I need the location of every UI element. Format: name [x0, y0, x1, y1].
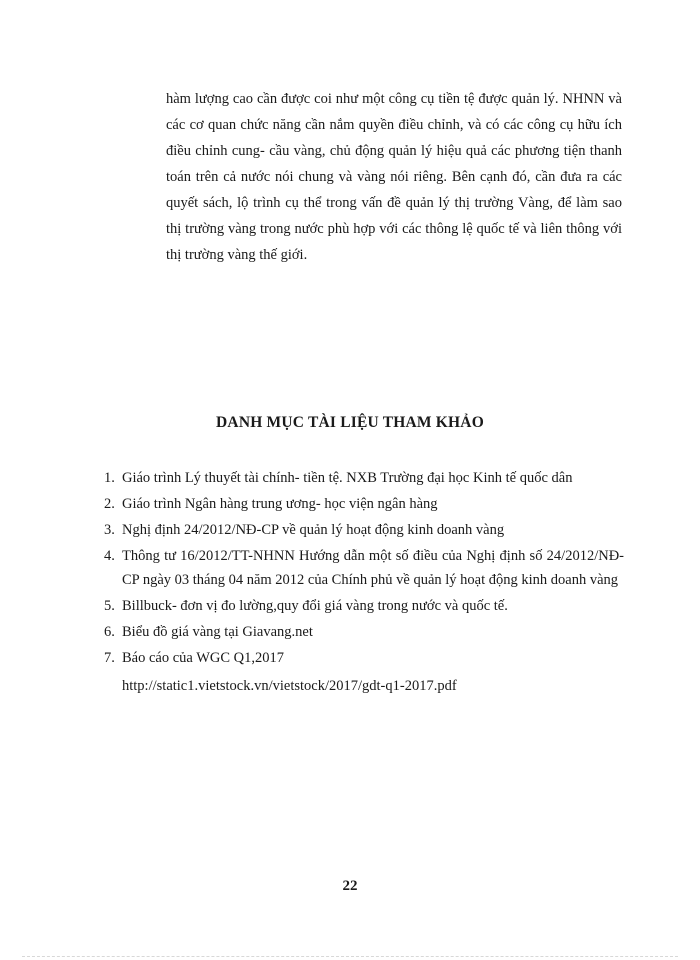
- reference-number: 7.: [104, 650, 115, 666]
- reference-number: 1.: [104, 470, 115, 486]
- reference-text: Billbuck- đơn vị đo lường,quy đổi giá vàng trong nước và quốc tế.: [122, 598, 508, 614]
- reference-number: 4.: [104, 548, 115, 564]
- reference-number: 3.: [104, 522, 115, 538]
- reference-item: [104, 544, 624, 592]
- reference-item: [104, 594, 624, 618]
- reference-text: Giáo trình Ngân hàng trung ương- học viện ngân hàng: [122, 496, 438, 512]
- reference-list: [104, 466, 624, 700]
- reference-item: [104, 492, 624, 516]
- reference-item: [104, 466, 624, 490]
- reference-text: Thông tư 16/2012/TT-NHNN Hướng dẫn một số điều của Nghị định số 24/2012/NĐ-CP ngày 03 tháng 04 năm 2012 của Chính phủ về quản lý hoạt động kinh doanh vàng: [122, 548, 624, 588]
- reference-text: Giáo trình Lý thuyết tài chính- tiền tệ. NXB Trường đại học Kinh tế quốc dân: [122, 470, 573, 486]
- reference-url: http://static1.vietstock.vn/vietstock/2017/gdt-q1-2017.pdf: [122, 678, 457, 694]
- reference-item: [104, 518, 624, 542]
- reference-item: [104, 620, 624, 644]
- reference-number: 2.: [104, 496, 115, 512]
- page-number: 22: [342, 878, 358, 894]
- reference-number: 6.: [104, 624, 115, 640]
- page-edge-divider: [22, 956, 678, 957]
- reference-text: Nghị định 24/2012/NĐ-CP về quản lý hoạt động kinh doanh vàng: [122, 522, 505, 538]
- reference-text: Biểu đồ giá vàng tại Giavang.net: [122, 624, 313, 640]
- body-paragraph: hàm lượng cao cần được coi như một công cụ tiền tệ được quản lý. NHNN và các cơ quan chức năng cần nắm quyền điều chỉnh, và có các công cụ hữu ích điều chỉnh cung- cầu vàng, chủ động quản lý hiệu quả các phương tiện thanh toán trên cả nước nói chung và vàng nói riêng. Bên cạnh đó, cần đưa ra các quyết sách, lộ trình cụ thể trong vấn đề quản lý thị trường Vàng, để làm sao thị trường vàng trong nước phù hợp với các thông lệ quốc tế và liên thông với thị trường vàng thế giới.: [166, 91, 622, 263]
- reference-text: Báo cáo của WGC Q1,2017: [122, 650, 285, 666]
- references-heading: DANH MỤC TÀI LIỆU THAM KHẢO: [216, 414, 484, 431]
- reference-number: 5.: [104, 598, 115, 614]
- reference-item: [104, 646, 624, 698]
